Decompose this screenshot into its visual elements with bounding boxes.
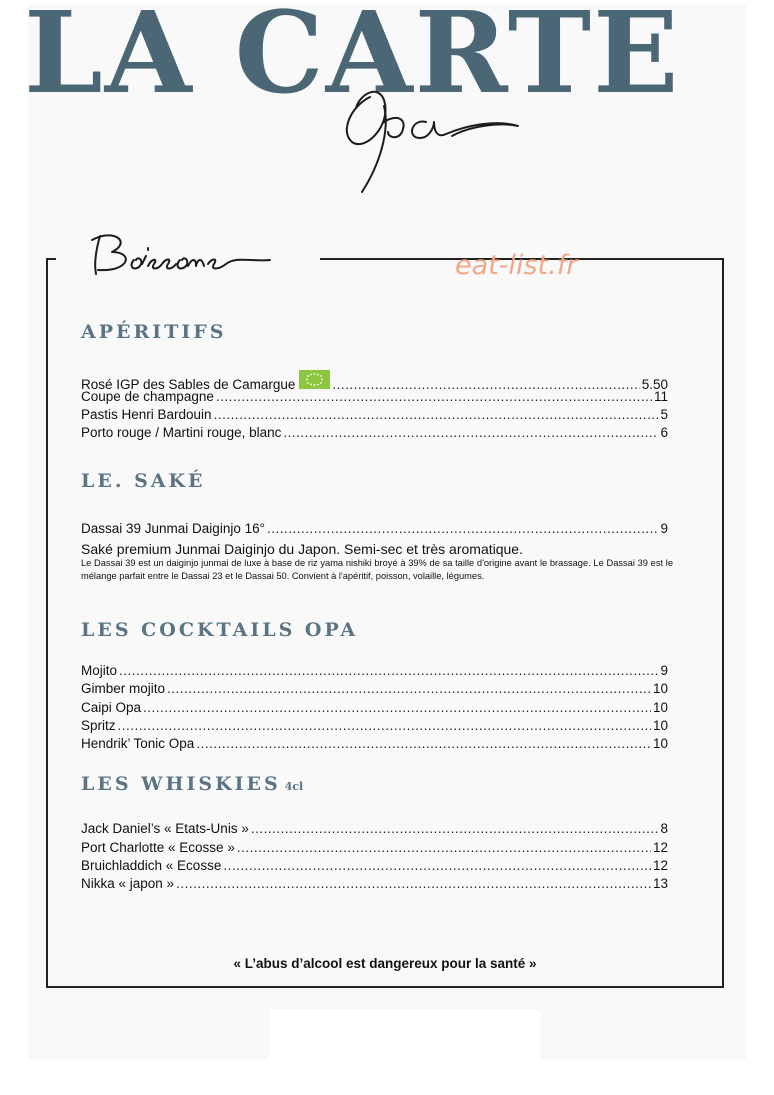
menu-item bbox=[81, 718, 668, 736]
item-name: Mojito bbox=[81, 663, 118, 678]
page-title: LA CARTE bbox=[24, 0, 681, 119]
menu-item bbox=[81, 521, 668, 539]
eu-organic-leaf-icon bbox=[299, 370, 330, 389]
page-bottom-tab bbox=[270, 1010, 540, 1095]
boissons-script-heading bbox=[86, 226, 276, 280]
menu-item bbox=[81, 876, 668, 894]
item-price: 10 bbox=[652, 718, 668, 733]
section-title-cocktails: LES COCKTAILS OPA bbox=[81, 619, 359, 641]
item-price: 5 bbox=[660, 407, 668, 422]
section-title-whiskies bbox=[81, 773, 303, 795]
section-unit: 4cl bbox=[284, 780, 304, 793]
menu-item bbox=[81, 370, 668, 392]
item-name: Jack Daniel’s « Etats-Unis » bbox=[81, 821, 249, 836]
item-name: Hendrik’ Tonic Opa bbox=[81, 736, 195, 751]
menu-item bbox=[81, 663, 668, 681]
menu-item bbox=[81, 389, 668, 407]
item-price: 13 bbox=[652, 876, 668, 891]
item-price: 9 bbox=[660, 521, 668, 536]
opa-script-logo bbox=[340, 72, 525, 197]
item-price: 5.50 bbox=[641, 377, 668, 392]
item-name: Spritz bbox=[81, 718, 116, 733]
sake-note: Le Dassai 39 est un daiginjo junmai de luxe à base de riz yama nishiki broyé à 39% de sa taille d'origine avant le brassage. Le Dassai 39 est le mélange parfait entre le Dassai 23 et le Dassai 50. Convient à l'apéritif, poisson, volaille, légumes. bbox=[81, 558, 673, 581]
item-price: 8 bbox=[660, 821, 668, 836]
sake-description: Saké premium Junmai Daiginjo du Japon. Semi-sec et très aromatique. bbox=[81, 541, 523, 557]
section-title-sake: LE. SAKÉ bbox=[81, 470, 206, 492]
menu-item bbox=[81, 858, 668, 876]
menu-item bbox=[81, 681, 668, 699]
item-price: 12 bbox=[652, 840, 668, 855]
item-name: Gimber mojito bbox=[81, 681, 166, 696]
item-price: 6 bbox=[660, 425, 668, 440]
menu-item bbox=[81, 821, 668, 839]
item-price: 12 bbox=[652, 858, 668, 873]
item-name: Porto rouge / Martini rouge, blanc bbox=[81, 425, 282, 440]
section-title-aperitifs: APÉRITIFS bbox=[81, 321, 227, 343]
item-price: 10 bbox=[652, 736, 668, 751]
item-name: Nikka « japon » bbox=[81, 876, 175, 891]
menu-item bbox=[81, 407, 668, 425]
health-warning: « L’abus d’alcool est dangereux pour la santé » bbox=[233, 956, 537, 971]
item-price: 10 bbox=[652, 700, 668, 715]
menu-item bbox=[81, 840, 668, 858]
item-name: Pastis Henri Bardouin bbox=[81, 407, 212, 422]
item-name: Port Charlotte « Ecosse » bbox=[81, 840, 235, 855]
item-price: 9 bbox=[660, 663, 668, 678]
item-name: Bruichladdich « Ecosse bbox=[81, 858, 222, 873]
item-name: Coupe de champagne bbox=[81, 389, 214, 404]
menu-item bbox=[81, 425, 668, 443]
menu-item bbox=[81, 700, 668, 718]
section-title-text: LES WHISKIES bbox=[81, 773, 281, 795]
watermark-text: eat-list.fr bbox=[455, 250, 578, 281]
menu-item bbox=[81, 736, 668, 754]
item-name: Rosé IGP des Sables de Camargue bbox=[81, 377, 296, 392]
item-name: Caipi Opa bbox=[81, 700, 142, 715]
item-name: Dassai 39 Junmai Daiginjo 16° bbox=[81, 521, 265, 536]
item-price: 11 bbox=[653, 389, 668, 404]
item-price: 10 bbox=[652, 681, 668, 696]
